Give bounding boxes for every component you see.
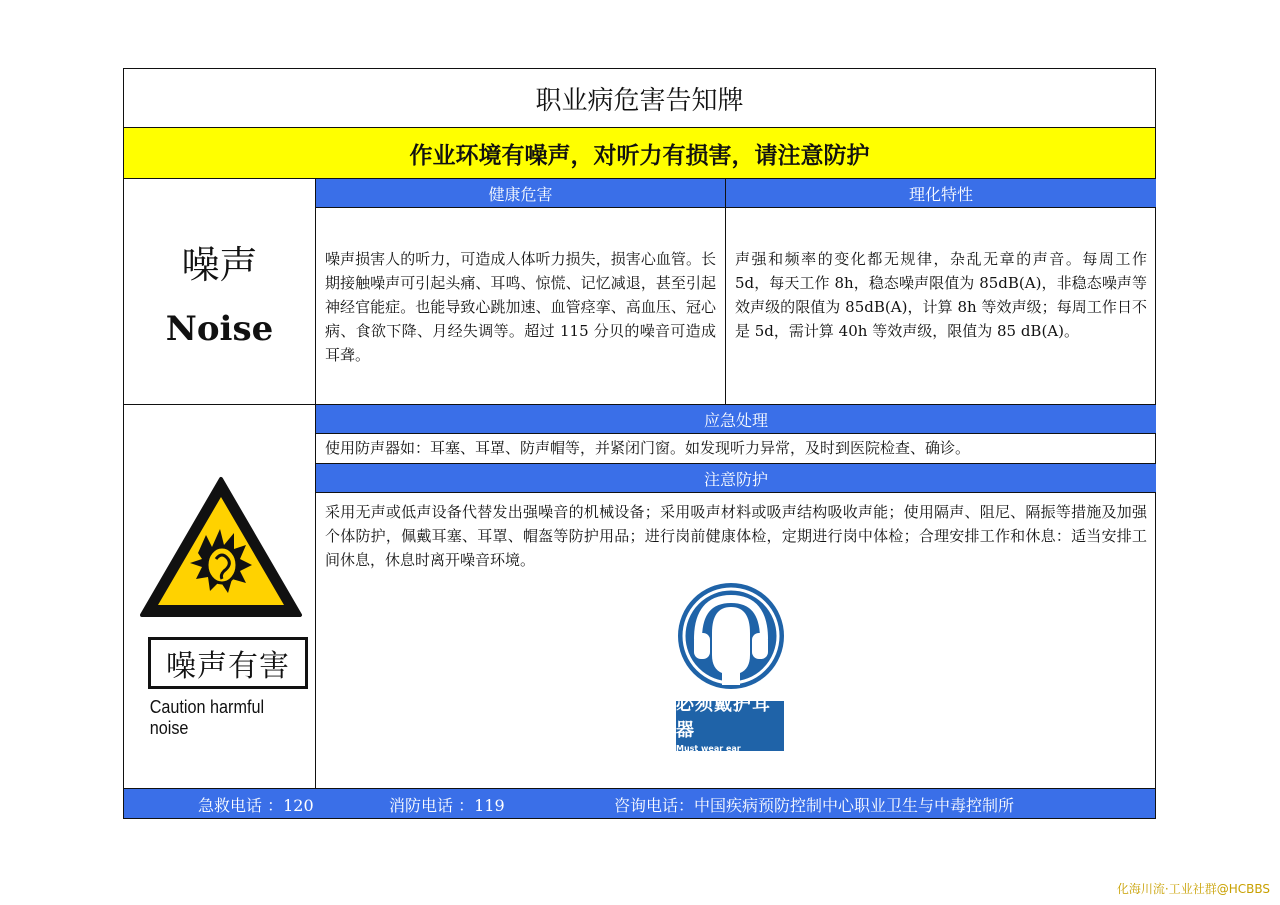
- sign-text-box: 噪声有害: [148, 637, 308, 689]
- warning-sign-cell: [124, 405, 315, 790]
- emergency-heading: 应急处理: [316, 405, 1156, 434]
- warning-banner: 作业环境有噪声，对听力有损害，请注意防护: [124, 128, 1155, 179]
- watermark: 化海川流·工业社群@HCBBS: [1116, 882, 1270, 896]
- properties-heading: 理化特性: [726, 179, 1156, 208]
- protection-heading: 注意防护: [316, 464, 1156, 493]
- notice-board: [123, 68, 1156, 819]
- health-text: 噪声损害人的听力，可造成人体听力损失，损害心血管。长期接触噪声可引起头痛、耳鸣、惊慌、记忆减退，甚至引起神经官能症。也能导致心跳加速、血管痉挛、高血压、冠心病、食欲下降、月经失调等。超过 115 分贝的噪音可造成耳聋。: [325, 250, 716, 364]
- mandatory-ear-protector-sign: [676, 581, 786, 762]
- emergency-text: 使用防声器如：耳塞、耳罩、防声帽等，并紧闭门窗。如发现听力异常，及时到医院检查、确诊。: [325, 439, 971, 457]
- sign-caption: Caution harmful noise: [149, 697, 265, 738]
- sign-label-group: [141, 637, 315, 739]
- hazard-name-cell: [124, 179, 315, 404]
- hazard-name-zh: 噪声: [181, 243, 258, 287]
- board-title: 职业病危害告知牌: [124, 69, 1155, 128]
- first-aid-phone: 急救电话 ：120: [198, 796, 314, 815]
- footer-bar: [124, 788, 1155, 818]
- fire-phone: 消防电话 ：119: [389, 796, 505, 815]
- noise-warning-triangle-icon: [136, 473, 306, 623]
- properties-text: 声强和频率的变化都无规律，杂乱无章的声音。每周工作 5d，每天工作 8h，稳态噪声限值为 85dB(A)，非稳态噪声等效声级的限值为 85dB(A)，计算 8h 等效声级；每周工作日不是 5d，需计算 40h 等效声级，限值为 85 dB(A)。: [735, 250, 1147, 340]
- protection-text: 采用无声或低声设备代替发出强噪音的机械设备；采用吸声材料或吸声结构吸收声能；使用隔声、阻尼、隔振等措施及加强个体防护，佩戴耳塞、耳罩、帽盔等防护用品；进行岗前健康体检，定期进行岗中体检；合理安排工作和休息：适当安排工间休息，休息时离开噪音环境。: [325, 503, 1147, 569]
- hazard-name-en: Noise: [165, 309, 274, 349]
- health-heading: 健康危害: [316, 179, 725, 208]
- mandatory-sign-zh: 必须戴护耳器: [676, 694, 771, 741]
- mandatory-sign-label: [676, 694, 784, 762]
- mandatory-sign-en: Must wear ear protector: [676, 744, 741, 762]
- consult-phone: 咨询电话：中国疾病预防控制中心职业卫生与中毒控制所: [614, 796, 1015, 815]
- ear-protector-icon: [676, 581, 786, 691]
